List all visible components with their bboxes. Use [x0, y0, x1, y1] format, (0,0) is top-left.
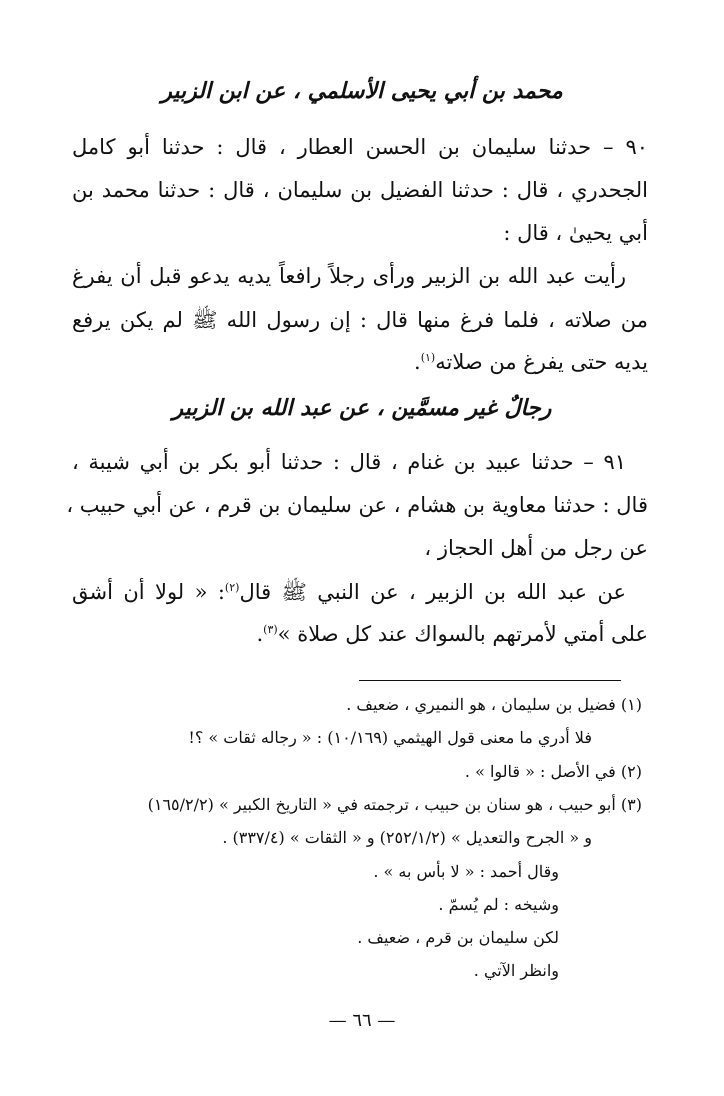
- footnote-ref-2: (٢): [224, 581, 240, 594]
- hadith-90-line-6-text: يديه حتى يفرغ من صلاته: [435, 350, 648, 374]
- footnote-3: (٣) أبو حبيب ، هو سنان بن حبيب ، ترجمته في « التاريخ الكبير » (١٦٥/٢/٢): [147, 795, 642, 814]
- footnote-3-line-6: وانظر الآتي .: [473, 961, 559, 980]
- hadith-91-line-4-quote: : « لولا أن أشق: [72, 580, 225, 604]
- footnote-1: (١) فضيل بن سليمان ، هو النميري ، ضعيف .: [346, 695, 642, 714]
- hadith-90-line-4: رأيت عبد الله بن الزبير ورأى رجلاً رافعاً يديه يدعو قبل أن يفرغ: [72, 264, 626, 288]
- hadith-90-line-6: [0, 350, 648, 374]
- hadith-90-line-1: ٩٠ – حدثنا سليمان بن الحسن العطار ، قال : حدثنا أبو كامل: [72, 135, 648, 159]
- footnote-3-line-2: و « الجرح والتعديل » (٢٥٢/١/٢) و « الثقات » (٣٣٧/٤) .: [222, 828, 592, 847]
- hadith-90-line-6-end: .: [414, 350, 421, 374]
- footnote-ref-1: (١): [420, 351, 436, 364]
- hadith-91-line-5-end: .: [256, 622, 264, 646]
- section-heading-1: محمد بن أبي يحيى الأسلمي ، عن ابن الزبير: [161, 78, 563, 104]
- footnote-3-line-5: لكن سليمان بن قرم ، ضعيف .: [357, 928, 559, 947]
- footnote-1-continuation: فلا أدري ما معنى قول الهيثمي (١٠/١٦٩) : « رجاله ثقات » ؟!: [188, 728, 592, 747]
- hadith-91-line-1: ٩١ – حدثنا عبيد بن غنام ، قال : حدثنا أبو بكر بن أبي شيبة ،: [72, 450, 626, 474]
- section-heading-2: رجالٌ غير مسمَّين ، عن عبد الله بن الزبير: [172, 395, 552, 421]
- footnote-3-line-4: وشيخه : لم يُسمّ .: [438, 895, 559, 914]
- hadith-91-line-4: [72, 579, 626, 610]
- footnote-separator: [359, 680, 621, 681]
- footnote-ref-3: (٣): [263, 623, 278, 636]
- hadith-91-line-4-text: عن عبد الله بن الزبير ، عن النبي ﷺ قال: [239, 580, 626, 604]
- hadith-91-line-3: عن رجل من أهل الحجاز ،: [424, 536, 648, 560]
- footnote-2: (٢) في الأصل : « قالوا » .: [464, 762, 642, 781]
- hadith-90-line-5: من صلاته ، فلما فرغ منها قال : إن رسول الله ﷺ لم يكن يرفع: [72, 308, 648, 332]
- hadith-90-line-2: الجحدري ، قال : حدثنا الفضيل بن سليمان ، قال : حدثنا محمد بن: [72, 178, 648, 202]
- hadith-90-line-3: أبي يحيىٰ ، قال :: [503, 221, 648, 245]
- page-number: — ٦٦ —: [328, 1010, 396, 1031]
- hadith-91-line-2: قال : حدثنا معاوية بن هشام ، عن سليمان بن قرم ، عن أبي حبيب ،: [66, 493, 648, 517]
- hadith-91-line-5-text: على أمتي لأمرتهم بالسواك عند كل صلاة »: [277, 622, 648, 646]
- footnote-3-line-3: وقال أحمد : « لا بأس به » .: [373, 862, 559, 881]
- hadith-91-line-5: [0, 622, 648, 646]
